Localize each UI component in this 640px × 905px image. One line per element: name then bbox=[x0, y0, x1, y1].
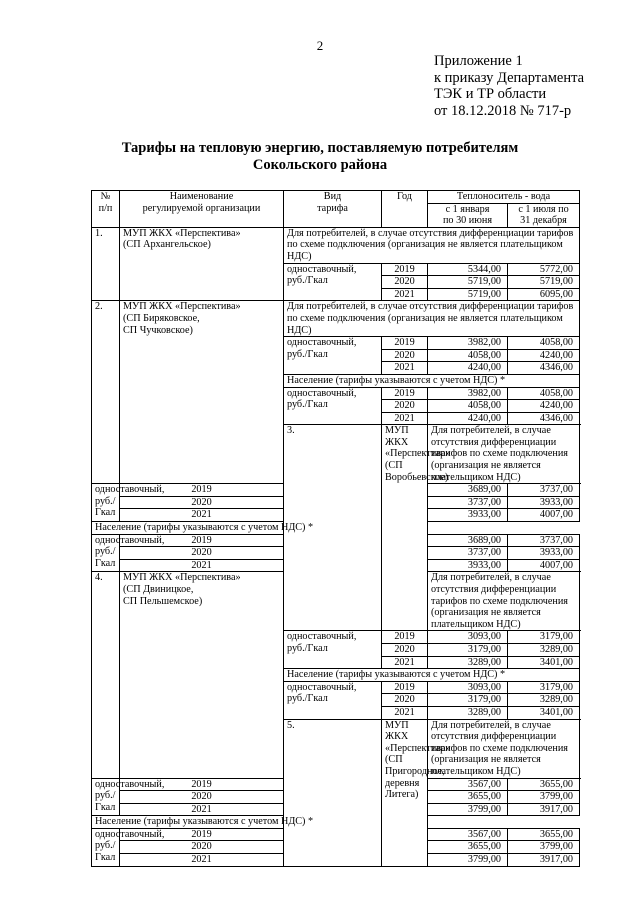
tariff-type-unit: руб./Гкал bbox=[95, 790, 116, 813]
table-row bbox=[92, 227, 580, 263]
tariff-h2-cell: 3289,00 bbox=[508, 643, 580, 656]
year-cell: 2019 bbox=[120, 828, 284, 841]
table-row bbox=[92, 301, 580, 337]
tariff-h1-cell: 4058,00 bbox=[428, 349, 508, 362]
tariff-type-line: одноставочный, bbox=[95, 778, 165, 790]
year-cell: 2019 bbox=[382, 681, 428, 694]
year-cell: 2021 bbox=[382, 706, 428, 719]
organization-line: МУП ЖКХ «Перспектива» bbox=[123, 227, 241, 239]
tariff-h1-cell: 4240,00 bbox=[428, 412, 508, 425]
organization-name bbox=[120, 301, 284, 484]
year-cell: 2021 bbox=[120, 803, 284, 816]
tariff-h2-cell: 3799,00 bbox=[508, 791, 580, 804]
tariff-h2-cell: 6095,00 bbox=[508, 288, 580, 301]
appendix-line-4: от 18.12.2018 № 717-р bbox=[434, 102, 572, 119]
tariff-type-unit: руб./Гкал bbox=[287, 348, 328, 360]
year-cell: 2021 bbox=[382, 412, 428, 425]
document-title bbox=[0, 140, 640, 174]
tariff-type bbox=[284, 337, 382, 375]
organization-line: (СП Двиницкое, bbox=[123, 584, 194, 595]
organization-line: МУП ЖКХ «Перспектива» bbox=[123, 572, 241, 584]
tariff-h1-cell: 3982,00 bbox=[428, 337, 508, 350]
organization-line: (СП Пригородное, bbox=[385, 754, 445, 777]
tariff-h2-cell: 3401,00 bbox=[508, 656, 580, 669]
year-cell: 2021 bbox=[120, 509, 284, 522]
tariff-h2-cell: 3179,00 bbox=[508, 681, 580, 694]
year-cell: 2019 bbox=[382, 387, 428, 400]
tariff-h1-cell: 3093,00 bbox=[428, 631, 508, 644]
tariff-type-unit: руб./Гкал bbox=[287, 642, 328, 654]
organization-name bbox=[120, 572, 284, 778]
organization-line: МУП ЖКХ «Перспектива» bbox=[385, 425, 451, 460]
population-text: Население (тарифы указываются с учетом НДС) * bbox=[284, 669, 580, 682]
organization-line: (СП Архангельское) bbox=[123, 239, 211, 251]
appendix-line-3: ТЭК и ТР области bbox=[434, 86, 547, 102]
year-cell: 2020 bbox=[120, 841, 284, 854]
population-text: Население (тарифы указываются с учетом НДС) * bbox=[92, 522, 428, 535]
tariff-type bbox=[92, 484, 165, 522]
header-organization: Наименование регулируемой организации bbox=[120, 191, 284, 228]
tariff-type bbox=[284, 681, 382, 719]
row-number: 3. bbox=[284, 425, 382, 631]
header-year: Год bbox=[382, 191, 428, 228]
tariff-h1-cell: 3737,00 bbox=[428, 547, 508, 560]
tariff-h1-cell: 3982,00 bbox=[428, 387, 508, 400]
tariff-type bbox=[92, 778, 165, 816]
tariff-h1-cell: 3737,00 bbox=[428, 496, 508, 509]
year-cell: 2020 bbox=[382, 400, 428, 413]
tariff-h2-cell: 3799,00 bbox=[508, 841, 580, 854]
condition-text: Для потребителей, в случае отсутствия дифференциации тарифов по схеме подключения (организация не является плательщиком НДС) bbox=[284, 301, 580, 337]
tariff-type-unit: руб./Гкал bbox=[95, 840, 116, 864]
tariff-h2-cell: 3289,00 bbox=[508, 694, 580, 707]
tariff-h1-cell: 3179,00 bbox=[428, 694, 508, 707]
tariff-h2-cell: 5772,00 bbox=[508, 263, 580, 276]
tariff-h1-cell: 3289,00 bbox=[428, 706, 508, 719]
year-cell: 2019 bbox=[120, 778, 284, 791]
tariff-h1-cell: 3567,00 bbox=[428, 828, 508, 841]
year-cell: 2020 bbox=[120, 791, 284, 804]
year-cell: 2019 bbox=[120, 534, 284, 547]
header-carrier: Теплоноситель - вода bbox=[428, 191, 580, 204]
year-cell: 2020 bbox=[120, 496, 284, 509]
header-tariff-type: Вид тарифа bbox=[284, 191, 382, 228]
tariff-type-line: одноставочный, bbox=[95, 534, 165, 546]
condition-text: Для потребителей, в случае отсутствия дифференциации тарифов по схеме подключения (организация не является плательщиком НДС) bbox=[284, 227, 580, 263]
row-number: 5. bbox=[284, 719, 382, 866]
tariff-type-unit: руб./Гкал bbox=[287, 399, 328, 411]
title-line-2: Сокольского района bbox=[252, 157, 388, 173]
organization-line: СП Чучковское) bbox=[123, 324, 193, 336]
header-period-2: с 1 июля по 31 декабря bbox=[508, 203, 580, 227]
tariff-h1-cell: 3933,00 bbox=[428, 559, 508, 572]
population-row bbox=[92, 816, 580, 829]
year-cell: 2021 bbox=[382, 656, 428, 669]
year-cell: 2021 bbox=[382, 288, 428, 301]
tariff-h2-cell: 4007,00 bbox=[508, 559, 580, 572]
tariff-h1-cell: 3799,00 bbox=[428, 803, 508, 816]
title-line-1: Тарифы на тепловую энергию, поставляемую потребителям bbox=[121, 140, 519, 156]
row-number: 4. bbox=[92, 572, 120, 778]
tariff-type bbox=[284, 387, 382, 425]
tariff-type-line: одноставочный, bbox=[287, 631, 357, 643]
tariff-h1-cell: 5719,00 bbox=[428, 288, 508, 301]
tariff-type bbox=[284, 263, 382, 301]
tariff-h1-cell: 3655,00 bbox=[428, 791, 508, 804]
tariff-h2-cell: 4058,00 bbox=[508, 387, 580, 400]
tariff-type-line: одноставочный, bbox=[287, 681, 357, 693]
tariff-h2-cell: 3401,00 bbox=[508, 706, 580, 719]
organization-line: МУП ЖКХ «Перспектива» bbox=[385, 719, 451, 754]
tariff-type-unit: руб./Гкал bbox=[287, 275, 328, 287]
tariff-h1-cell: 3179,00 bbox=[428, 643, 508, 656]
year-cell: 2020 bbox=[382, 276, 428, 289]
tariff-h1-cell: 5719,00 bbox=[428, 276, 508, 289]
organization-line: деревня Литега) bbox=[385, 777, 420, 801]
organization-name bbox=[382, 719, 451, 866]
year-cell: 2020 bbox=[382, 349, 428, 362]
table-header-row bbox=[92, 191, 580, 204]
tariff-h2-cell: 3933,00 bbox=[508, 496, 580, 509]
organization-name bbox=[120, 227, 284, 301]
tariff-h1-cell: 5344,00 bbox=[428, 263, 508, 276]
tariff-table bbox=[91, 190, 580, 867]
tariff-type-unit: руб./Гкал bbox=[95, 546, 116, 569]
tariff-h2-cell: 3933,00 bbox=[508, 547, 580, 560]
tariff-h2-cell: 4346,00 bbox=[508, 362, 580, 375]
tariff-type bbox=[92, 828, 165, 866]
condition-text: Для потребителей, в случае отсутствия дифференциации тарифов по схеме подключения (организация не является плательщиком НДС) bbox=[428, 425, 580, 484]
page-number: 2 bbox=[316, 38, 324, 53]
tariff-h1-cell: 3289,00 bbox=[428, 656, 508, 669]
tariff-type-line: одноставочный, bbox=[287, 337, 357, 349]
row-number: 1. bbox=[92, 227, 120, 301]
population-text: Население (тарифы указываются с учетом НДС) * bbox=[92, 816, 428, 829]
tariff-h1-cell: 4240,00 bbox=[428, 362, 508, 375]
tariff-h2-cell: 3737,00 bbox=[508, 484, 580, 497]
tariff-h1-cell: 3093,00 bbox=[428, 681, 508, 694]
tariff-h2-cell: 4346,00 bbox=[508, 412, 580, 425]
tariff-type-line: одноставочный, bbox=[95, 828, 165, 840]
year-cell: 2019 bbox=[120, 484, 284, 497]
header-number: № п/п bbox=[92, 191, 120, 228]
tariff-h1-cell: 3689,00 bbox=[428, 534, 508, 547]
appendix-line-2: к приказу Департамента bbox=[434, 69, 585, 86]
year-cell: 2019 bbox=[382, 263, 428, 276]
tariff-h2-cell: 4240,00 bbox=[508, 400, 580, 413]
tariff-h2-cell: 4240,00 bbox=[508, 349, 580, 362]
tariff-type bbox=[92, 534, 165, 572]
condition-text: Для потребителей, в случае отсутствия дифференциации тарифов по схеме подключения (организация не является плательщиком НДС) bbox=[428, 719, 580, 778]
appendix-line-1: Приложение 1 bbox=[434, 53, 523, 69]
organization-line: СП Пельшемское) bbox=[123, 595, 203, 607]
tariff-h1-cell: 3933,00 bbox=[428, 509, 508, 522]
organization-line: (СП Воробьевское) bbox=[385, 460, 449, 483]
year-cell: 2019 bbox=[382, 337, 428, 350]
year-cell: 2020 bbox=[382, 643, 428, 656]
tariff-h1-cell: 3799,00 bbox=[428, 854, 508, 867]
tariff-h2-cell: 5719,00 bbox=[508, 276, 580, 289]
tariff-h2-cell: 4007,00 bbox=[508, 509, 580, 522]
tariff-type bbox=[284, 631, 382, 669]
year-cell: 2019 bbox=[382, 631, 428, 644]
row-number: 2. bbox=[92, 301, 120, 484]
condition-text: Для потребителей, в случае отсутствия дифференциации тарифов по схеме подключения (организация не является плательщиком НДС) bbox=[428, 572, 580, 631]
organization-line: МУП ЖКХ «Перспектива» bbox=[123, 301, 241, 313]
appendix-header bbox=[434, 53, 584, 119]
tariff-h1-cell: 3689,00 bbox=[428, 484, 508, 497]
population-row bbox=[92, 522, 580, 535]
tariff-h2-cell: 3917,00 bbox=[508, 803, 580, 816]
organization-line: (СП Биряковское, bbox=[123, 312, 200, 324]
tariff-type-unit: руб./Гкал bbox=[287, 693, 328, 705]
tariff-h1-cell: 3567,00 bbox=[428, 778, 508, 791]
tariff-h2-cell: 4058,00 bbox=[508, 337, 580, 350]
year-cell: 2021 bbox=[120, 854, 284, 867]
tariff-type-line: одноставочный, bbox=[287, 387, 357, 399]
year-cell: 2020 bbox=[382, 694, 428, 707]
year-cell: 2021 bbox=[382, 362, 428, 375]
tariff-h2-cell: 3655,00 bbox=[508, 828, 580, 841]
tariff-h1-cell: 3655,00 bbox=[428, 841, 508, 854]
year-cell: 2020 bbox=[120, 547, 284, 560]
tariff-type-unit: руб./Гкал bbox=[95, 495, 116, 519]
tariff-h2-cell: 3179,00 bbox=[508, 631, 580, 644]
tariff-type-line: одноставочный, bbox=[287, 263, 357, 275]
tariff-h2-cell: 3655,00 bbox=[508, 778, 580, 791]
population-text: Население (тарифы указываются с учетом НДС) * bbox=[284, 374, 580, 387]
tariff-h1-cell: 4058,00 bbox=[428, 400, 508, 413]
tariff-type-line: одноставочный, bbox=[95, 484, 165, 496]
tariff-h2-cell: 3737,00 bbox=[508, 534, 580, 547]
year-cell: 2021 bbox=[120, 559, 284, 572]
tariff-h2-cell: 3917,00 bbox=[508, 854, 580, 867]
header-period-1: с 1 января по 30 июня bbox=[428, 203, 508, 227]
